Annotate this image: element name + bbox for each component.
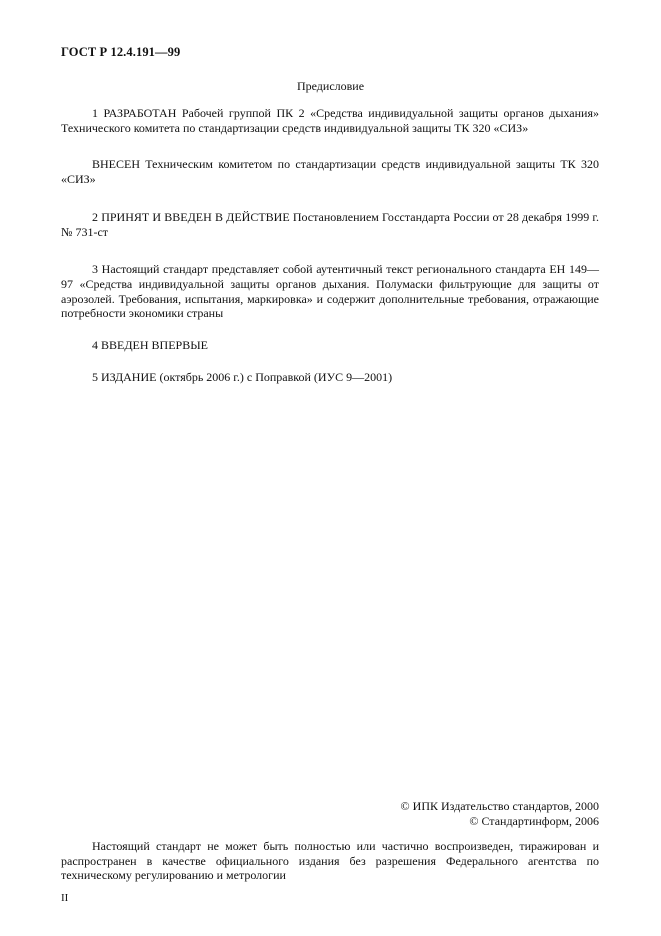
foreword-paragraph-authentic-text: 3 Настоящий стандарт представляет собой аутентичный текст регионального стандарта ЕН 149—97 «Средства индивидуальной защиты органов дыхания. Полумаски фильтрующие для защиты от аэрозолей. Требования, испытания, маркировка» и содержит дополнительные требования, отражающие потребности экономики страны (61, 262, 599, 321)
reproduction-notice: Настоящий стандарт не может быть полностью или частично воспроизведен, тиражирован и распространен в качестве официального издания без разрешения Федерального агентства по техническому регулированию и метрологии (61, 839, 599, 882)
copyright-line-standartinform: © Стандартинформ, 2006 (469, 814, 599, 828)
foreword-paragraph-introduced: ВНЕСЕН Техническим комитетом по стандартизации средств индивидуальной защиты ТК 320 «СИЗ» (61, 157, 599, 186)
copyright-line-ipk: © ИПК Издательство стандартов, 2000 (400, 799, 599, 813)
document-code: ГОСТ Р 12.4.191—99 (61, 45, 181, 59)
foreword-paragraph-adopted: 2 ПРИНЯТ И ВВЕДЕН В ДЕЙСТВИЕ Постановлением Госстандарта России от 28 декабря 1999 г. № 731-ст (61, 210, 599, 239)
foreword-paragraph-first-introduced: 4 ВВЕДЕН ВПЕРВЫЕ (92, 338, 208, 352)
page-number: II (61, 892, 69, 904)
foreword-paragraph-developed: 1 РАЗРАБОТАН Рабочей группой ПК 2 «Средства индивидуальной защиты органов дыхания» Технического комитета по стандартизации средств индивидуальной защиты ТК 320 «СИЗ» (61, 106, 599, 135)
foreword-title: Предисловие (296, 79, 365, 93)
foreword-paragraph-edition: 5 ИЗДАНИЕ (октябрь 2006 г.) с Поправкой (ИУС 9—2001) (92, 370, 393, 384)
